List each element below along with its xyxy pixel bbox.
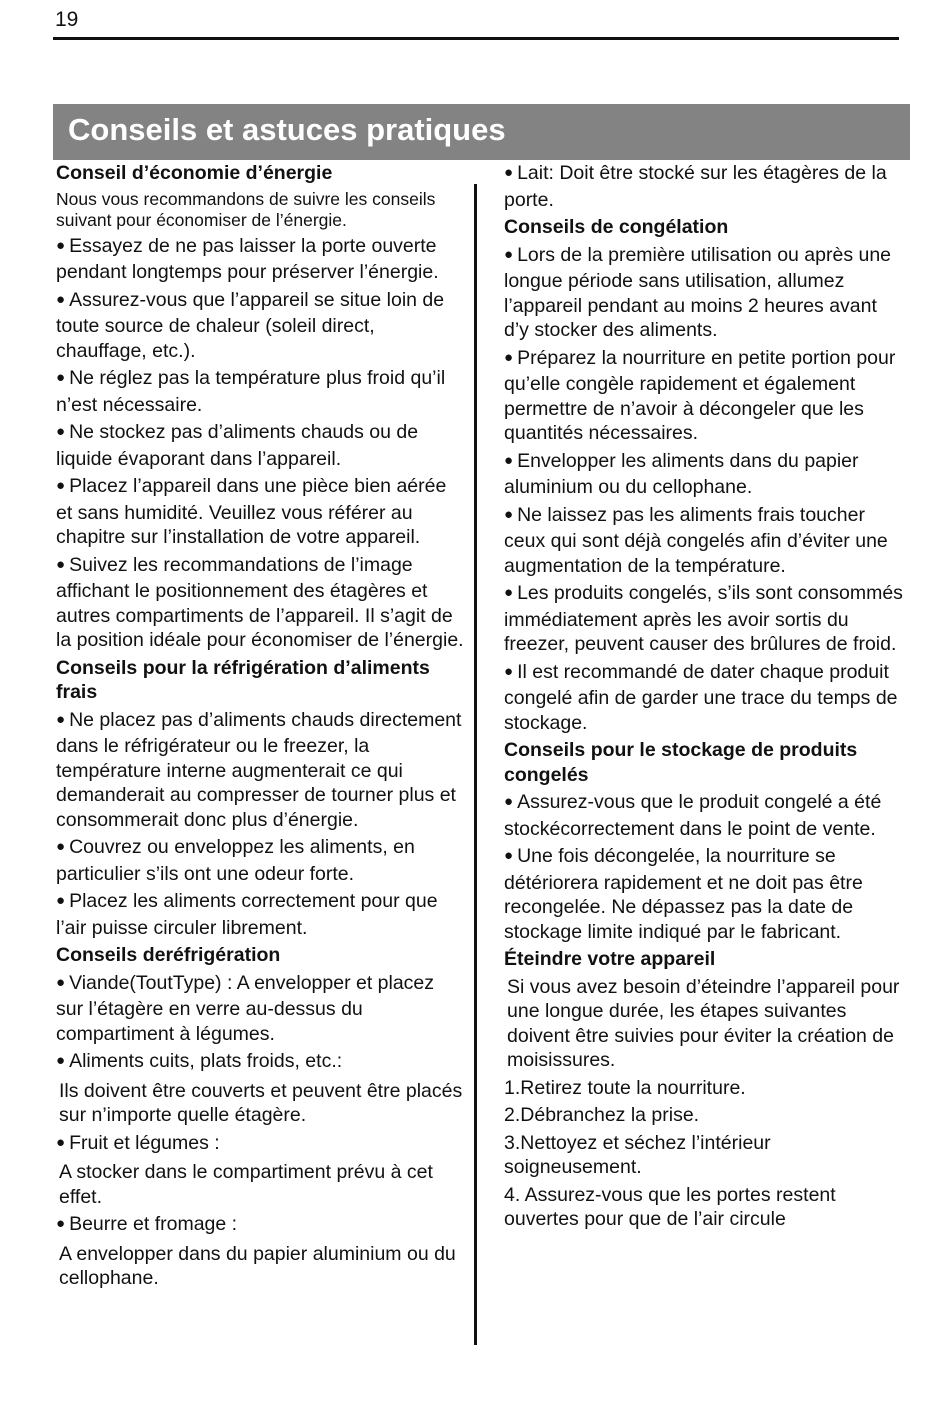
left-column — [56, 161, 466, 1291]
step-item: 1.Retirez toute la nourriture. — [504, 1076, 746, 1099]
paragraph: A envelopper dans du papier aluminium ou du cellophane. — [59, 1242, 456, 1289]
paragraph: A stocker dans le compartiment prévu à cet effet. — [59, 1161, 433, 1208]
bullet-item: ● Envelopper les aliments dans du papier aluminium ou du cellophane. — [504, 449, 904, 500]
bullet-item: ● Ne stockez pas d’aliments chauds ou de liquide évaporant dans l’appareil. — [56, 420, 466, 471]
bullet-item: ● Il est recommandé de dater chaque produit congelé afin de garder une trace du temps de stockage. — [504, 660, 904, 736]
section-heading: Conseils deréfrigération — [56, 944, 281, 966]
bullet-item: ● Une fois décongelée, la nourriture se détériorera rapidement et ne doit pas être recongelée. Ne dépassez pas la date de stockage limite indiqué par le fabricant. — [504, 844, 904, 944]
step-item: 4. Assurez-vous que les portes restent ouvertes pour que de l’air circule — [504, 1183, 836, 1230]
bullet-item: ● Les produits congelés, s’ils sont consommés immédiatement après les avoir sortis du freezer, peuvent causer des brûlures de froid. — [504, 581, 904, 657]
step-item: 3.Nettoyez et séchez l’intérieur soigneusement. — [504, 1131, 771, 1178]
bullet-item: ● Viande(ToutType) : A envelopper et placez sur l’étagère en verre au-dessus du compartiment à légumes. — [56, 971, 466, 1047]
column-divider — [474, 184, 477, 1345]
bullet-item: ● Beurre et fromage : — [56, 1212, 466, 1239]
page-title: Conseils et astuces pratiques — [68, 112, 506, 147]
bullet-item: ● Ne laissez pas les aliments frais toucher ceux qui sont déjà congelés afin d’éviter une augmentation de la température. — [504, 503, 904, 579]
step-item: 2.Débranchez la prise. — [504, 1104, 700, 1126]
bullet-item: ● Suivez les recommandations de l’image affichant le positionnement des étagères et autres compartiments de l’appareil. Il s’agit de la position idéale pour économiser de l’énergie. — [56, 553, 466, 653]
section-heading: Conseils pour le stockage de produits congelés — [504, 739, 858, 786]
bullet-item: ● Ne placez pas d’aliments chauds directement dans le réfrigérateur ou le freezer, la température interne augmenterait ce qui demanderait au compresser de tourner plus et consommerait donc plus d’énergie. — [56, 708, 466, 833]
bullet-item: ● Fruit et légumes : — [56, 1131, 466, 1158]
section-heading: Conseils de congélation — [504, 216, 729, 238]
paragraph: Si vous avez besoin d’éteindre l’appareil pour une longue durée, les étapes suivantes doivent être suivies pour éviter la création de moisissures. — [507, 975, 900, 1071]
bullet-item: ● Couvrez ou enveloppez les aliments, en particulier s’ils ont une odeur forte. — [56, 835, 466, 886]
paragraph: Ils doivent être couverts et peuvent être placés sur n’importe quelle étagère. — [59, 1079, 463, 1126]
section-heading: Éteindre votre appareil — [504, 948, 716, 970]
right-column — [504, 161, 904, 1232]
page-number: 19 — [55, 8, 79, 31]
bullet-item: ● Ne réglez pas la température plus froid qu’il n’est nécessaire. — [56, 366, 466, 417]
bullet-item: ● Placez l’appareil dans une pièce bien aérée et sans humidité. Veuillez vous référer au chapitre sur l’installation de votre appareil. — [56, 474, 466, 550]
title-banner — [53, 104, 910, 160]
bullet-item: ● Assurez-vous que l’appareil se situe loin de toute source de chaleur (soleil direct, chauffage, etc.). — [56, 288, 466, 364]
top-rule — [53, 37, 899, 40]
section-heading: Conseils pour la réfrigération d’aliments frais — [56, 656, 430, 703]
section-heading: Conseil d’économie d’énergie — [56, 162, 333, 184]
bullet-item: ● Aliments cuits, plats froids, etc.: — [56, 1049, 466, 1076]
bullet-item: ● Placez les aliments correctement pour que l’air puisse circuler librement. — [56, 889, 466, 940]
bullet-item: ● Assurez-vous que le produit congelé a été stockécorrectement dans le point de vente. — [504, 790, 904, 841]
intro-text: Nous vous recommandons de suivre les conseils suivant pour économiser de l’énergie. — [56, 188, 436, 230]
bullet-item: ● Préparez la nourriture en petite portion pour qu’elle congèle rapidement et également permettre de n’avoir à décongeler que les quantités nécessaires. — [504, 346, 904, 446]
bullet-item: ● Lors de la première utilisation ou après une longue période sans utilisation, allumez l’appareil pendant au moins 2 heures avant d’y stocker des aliments. — [504, 243, 904, 343]
bullet-item: ● Essayez de ne pas laisser la porte ouverte pendant longtemps pour préserver l’énergie. — [56, 234, 466, 285]
bullet-item: ● Lait: Doit être stocké sur les étagères de la porte. — [504, 161, 904, 212]
